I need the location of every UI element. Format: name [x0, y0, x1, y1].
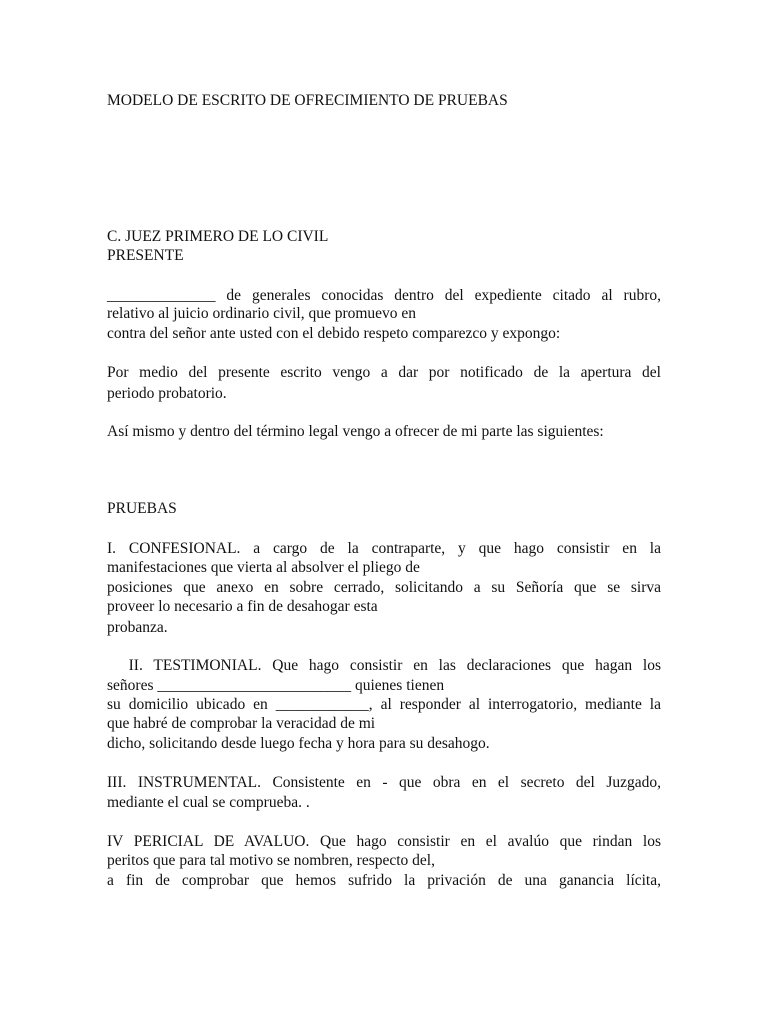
instrumental-line-2: mediante el cual se comprueba. .	[107, 794, 310, 811]
testimonial-line-5: dicho, solicitando desde luego fecha y hora para su desahogo.	[107, 735, 490, 752]
testimonial-line-2: señores _________________________ quienes tienen	[107, 677, 445, 694]
addressee-presente: PRESENTE	[107, 247, 184, 264]
confesional-line-2: manifestaciones que vierta al absolver el pliego de	[107, 559, 420, 576]
pericial-line-1: IV PERICIAL DE AVALUO. Que hago consistir en el avalúo que rindan los	[107, 833, 661, 850]
pericial-line-3: a fin de comprobar que hemos sufrido la privación de una ganancia lícita,	[107, 872, 661, 889]
confesional-line-4: proveer lo necesario a fin de desahogar esta	[107, 598, 378, 615]
addressee-judge: C. JUEZ PRIMERO DE LO CIVIL	[107, 228, 329, 245]
section-heading: PRUEBAS	[107, 500, 177, 517]
testimonial-line-4: que habré de comprobar la veracidad de mi	[107, 715, 376, 732]
confesional-line-3: posiciones que anexo en sobre cerrado, solicitando a su Señoría que se sirva	[107, 579, 661, 596]
instrumental-line-1: III. INSTRUMENTAL. Consistente en - que obra en el secreto del Juzgado,	[107, 774, 661, 791]
notice-line-2: periodo probatorio.	[107, 385, 227, 402]
intro-line-1: ______________ de generales conocidas dentro del expediente citado al rubro,	[107, 287, 661, 304]
confesional-line-1: I. CONFESIONAL. a cargo de la contraparte, y que hago consistir en la	[107, 540, 661, 557]
testimonial-line-1: II. TESTIMONIAL. Que hago consistir en las declaraciones que hagan los	[107, 657, 661, 674]
confesional-line-5: probanza.	[107, 619, 168, 636]
intro-line-2: relativo al juicio ordinario civil, que promuevo en	[107, 305, 417, 322]
testimonial-line-3: su domicilio ubicado en ____________, al responder al interrogatorio, mediante la	[107, 696, 661, 713]
notice-line-1: Por medio del presente escrito vengo a dar por notificado de la apertura del	[107, 364, 661, 381]
offer-paragraph: Así mismo y dentro del término legal vengo a ofrecer de mi parte las siguientes:	[107, 423, 604, 440]
intro-line-3: contra del señor ante usted con el debido respeto comparezco y expongo:	[107, 325, 561, 342]
document-title: MODELO DE ESCRITO DE OFRECIMIENTO DE PRUEBAS	[107, 92, 508, 109]
pericial-line-2: peritos que para tal motivo se nombren, respecto del,	[107, 852, 435, 869]
